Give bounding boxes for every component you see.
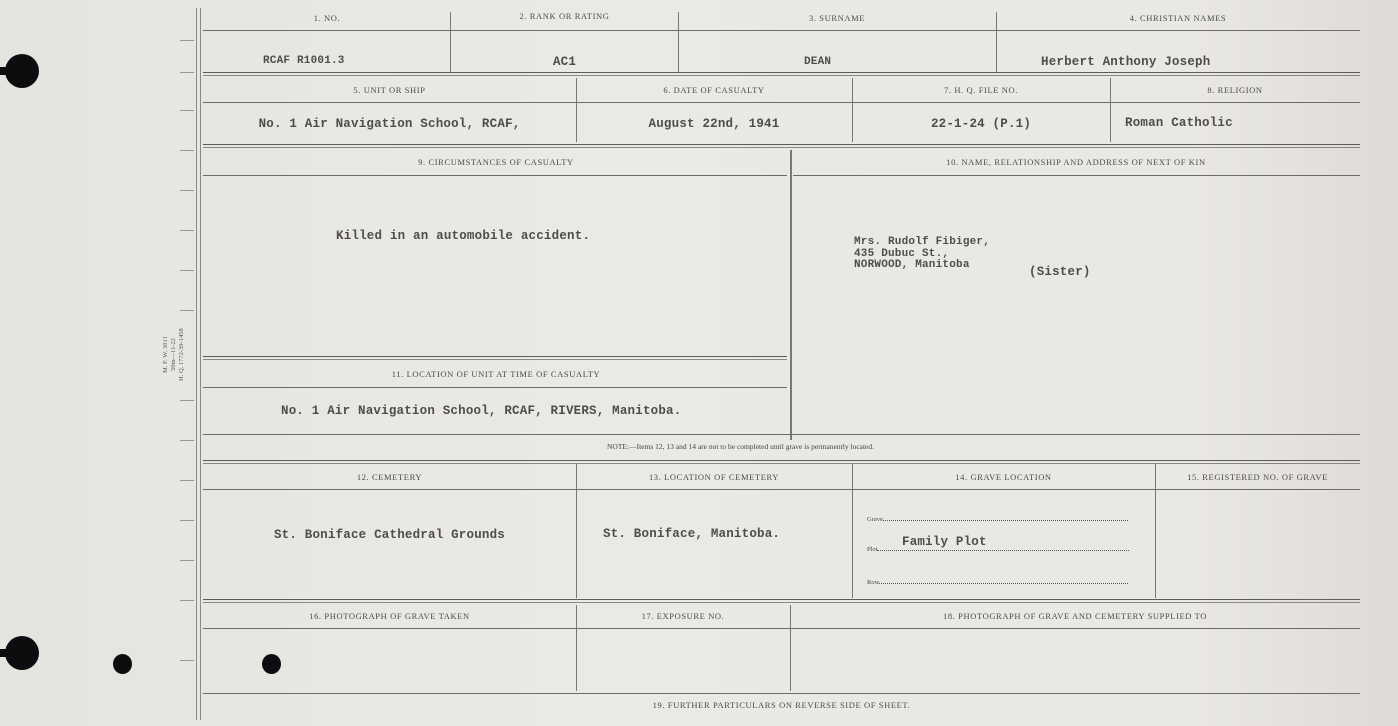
label-surname: 3. SURNAME bbox=[808, 13, 866, 23]
punch-hole-top bbox=[5, 54, 39, 88]
label-photograph-supplied-to: 18. PHOTOGRAPH OF GRAVE AND CEMETERY SUPPLIED TO bbox=[942, 611, 1207, 621]
grave-field bbox=[867, 516, 1128, 523]
label-hq-file-no: 7. H. Q. FILE NO. bbox=[944, 85, 1018, 95]
divider bbox=[576, 605, 577, 691]
religion-value: Roman Catholic bbox=[1125, 116, 1233, 130]
next-of-kin-name: Mrs. Rudolf Fibiger, bbox=[854, 236, 991, 248]
punch-hole-bottom bbox=[5, 636, 39, 670]
label-location-of-cemetery: 13. LOCATION OF CEMETERY bbox=[648, 472, 780, 482]
rule bbox=[793, 175, 1360, 176]
label-location-of-unit: 11. LOCATION OF UNIT AT TIME OF CASUALTY bbox=[391, 369, 601, 379]
print-code-line: 50m—11-22 bbox=[170, 338, 177, 372]
label-exposure-no: 17. EXPOSURE NO. bbox=[641, 611, 725, 621]
service-number: RCAF R1001.3 bbox=[263, 55, 345, 67]
divider bbox=[678, 12, 679, 72]
label-registered-no: 15. REGISTERED NO. OF GRAVE bbox=[1187, 472, 1328, 482]
rule bbox=[203, 30, 1360, 31]
rule bbox=[203, 628, 1360, 629]
row-label: Row bbox=[867, 579, 880, 586]
next-of-kin-street: 435 Dubuc St., bbox=[854, 248, 950, 260]
label-grave-location: 14. GRAVE LOCATION bbox=[955, 472, 1052, 482]
plot-label: Plot bbox=[867, 546, 878, 553]
small-hole-left bbox=[113, 654, 132, 674]
label-photograph-taken: 16. PHOTOGRAPH OF GRAVE TAKEN bbox=[309, 611, 470, 621]
divider bbox=[1110, 78, 1111, 142]
print-code-line: H. Q. 1772-39-1458 bbox=[178, 328, 185, 382]
unit-value: No. 1 Air Navigation School, RCAF, bbox=[258, 117, 521, 131]
rule bbox=[203, 387, 787, 388]
divider bbox=[852, 464, 853, 598]
label-next-of-kin: 10. NAME, RELATIONSHIP AND ADDRESS OF NEXT OF KIN bbox=[946, 157, 1206, 167]
surname-value: DEAN bbox=[804, 56, 832, 68]
divider bbox=[996, 12, 997, 72]
location-of-cemetery-value: St. Boniface, Manitoba. bbox=[603, 527, 781, 541]
divider bbox=[1155, 464, 1156, 598]
rule bbox=[203, 489, 1360, 490]
divider bbox=[852, 78, 853, 142]
rule bbox=[203, 599, 1360, 600]
rule bbox=[203, 144, 1360, 145]
grave-label: Grave bbox=[867, 516, 883, 523]
rule bbox=[203, 102, 1360, 103]
margin-binding-line bbox=[196, 8, 201, 720]
form-print-code bbox=[162, 322, 196, 388]
label-rank: 2. RANK OR RATING bbox=[519, 11, 610, 21]
label-circumstances: 9. CIRCUMSTANCES OF CASUALTY bbox=[418, 157, 574, 167]
label-number: 1. NO. bbox=[313, 13, 341, 23]
rule bbox=[203, 356, 787, 357]
grave-dotted-line bbox=[883, 520, 1128, 521]
rule bbox=[203, 434, 1360, 435]
plot-field bbox=[867, 546, 1129, 553]
next-of-kin-relationship: (Sister) bbox=[1029, 265, 1091, 279]
rule bbox=[203, 72, 1360, 73]
cemetery-value: St. Boniface Cathedral Grounds bbox=[273, 528, 506, 542]
label-date-of-casualty: 6. DATE OF CASUALTY bbox=[663, 85, 765, 95]
print-code-line: M. F. W. 3011 bbox=[162, 336, 169, 374]
location-of-unit-value: No. 1 Air Navigation School, RCAF, RIVERS, Manitoba. bbox=[281, 404, 682, 418]
label-christian-names: 4. CHRISTIAN NAMES bbox=[1129, 13, 1227, 23]
label-religion: 8. RELIGION bbox=[1207, 85, 1263, 95]
christian-names-value: Herbert Anthony Joseph bbox=[1041, 55, 1211, 69]
rule bbox=[203, 175, 787, 176]
plot-dotted-line bbox=[877, 550, 1129, 551]
label-unit: 5. UNIT OR SHIP bbox=[353, 85, 426, 95]
rule bbox=[203, 693, 1360, 694]
divider bbox=[790, 605, 791, 691]
circumstances-value: Killed in an automobile accident. bbox=[336, 229, 591, 243]
divider bbox=[790, 150, 792, 440]
rule bbox=[203, 460, 1360, 461]
rank-value: AC1 bbox=[552, 55, 577, 69]
row-field bbox=[867, 579, 1128, 586]
date-of-casualty-value: August 22nd, 1941 bbox=[648, 117, 780, 131]
label-cemetery: 12. CEMETERY bbox=[356, 472, 423, 482]
completion-note: NOTE:—Items 12, 13 and 14 are not to be completed until grave is permanently located. bbox=[607, 442, 875, 451]
row-dotted-line bbox=[879, 583, 1128, 584]
divider bbox=[576, 464, 577, 598]
divider bbox=[576, 78, 577, 142]
label-further-particulars: 19. FURTHER PARTICULARS ON REVERSE SIDE OF SHEET. bbox=[652, 700, 911, 710]
hq-file-no-value: 22-1-24 (P.1) bbox=[930, 117, 1032, 131]
casualty-form bbox=[203, 8, 1360, 720]
plot-value: Family Plot bbox=[902, 535, 987, 549]
next-of-kin-city: NORWOOD, Manitoba bbox=[854, 259, 970, 271]
